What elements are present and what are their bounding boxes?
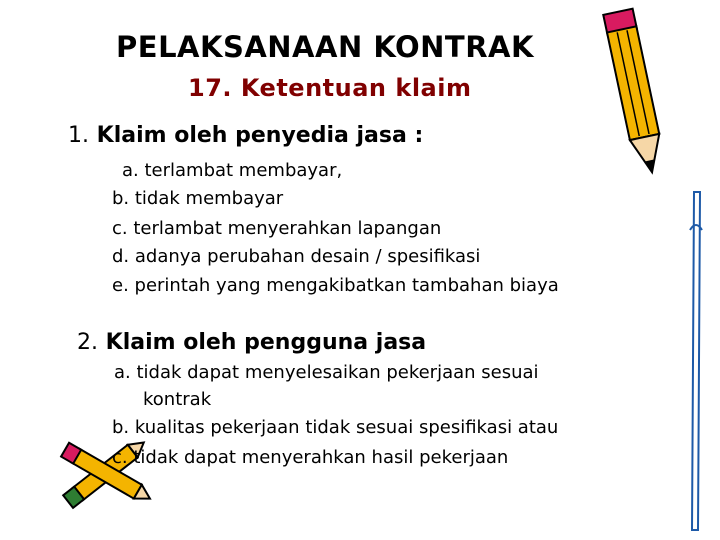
list-item: b. kualitas pekerjaan tidak sesuai spesifikasi atau [112,417,559,438]
list-item: a. tidak dapat menyelesaikan pekerjaan sesuai [114,362,539,383]
list-item: c. terlambat menyerahkan lapangan [112,218,442,239]
section-1-heading [68,123,423,148]
list-item: e. perintah yang mengakibatkan tambahan biaya [112,275,559,296]
slide-title: PELAKSANAAN KONTRAK [116,30,534,64]
list-item: a. terlambat membayar, [122,160,343,181]
section-2-number: 2. [77,330,98,355]
list-item: c. tidak dapat menyerahkan hasil pekerjaan [112,447,509,468]
section-2-heading [77,330,426,355]
list-item: b. tidak membayar [112,188,284,209]
pencil-clipart-icon [598,2,673,187]
pen-tray-icon [672,190,712,535]
list-item: d. adanya perubahan desain / spesifikasi [112,246,481,267]
section-1-number: 1. [68,123,89,148]
section-1-title: Klaim oleh penyedia jasa : [96,123,424,148]
slide-subtitle: 17. Ketentuan klaim [188,74,472,102]
section-2-title: Klaim oleh pengguna jasa [105,330,427,355]
list-item-continuation: kontrak [143,389,212,410]
